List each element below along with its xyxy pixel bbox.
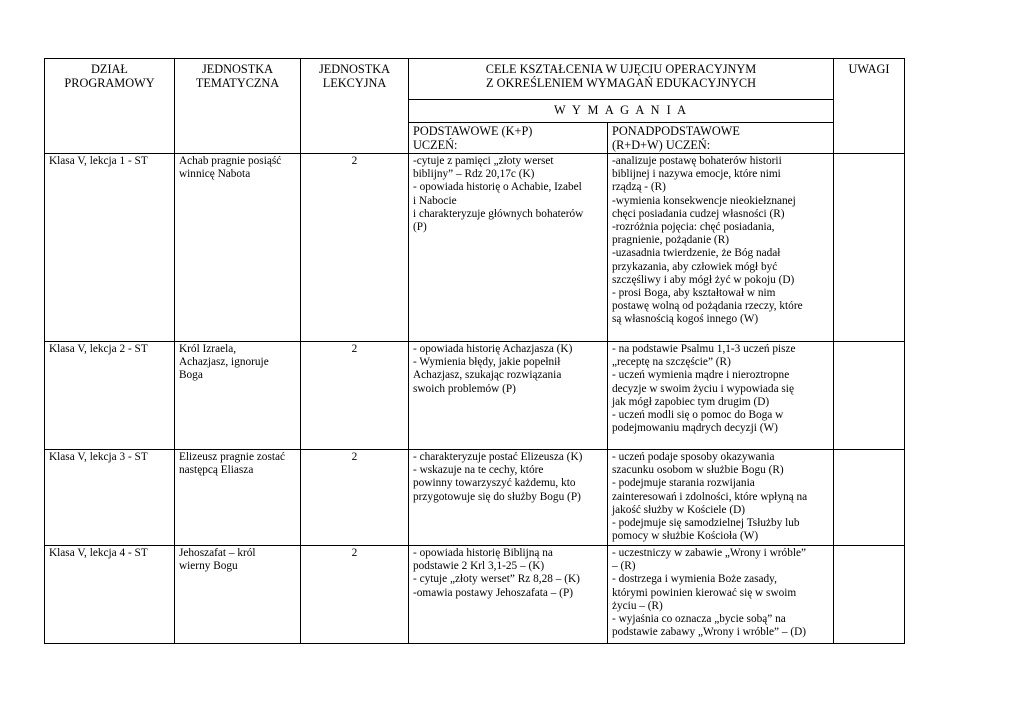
table-row: [45, 342, 905, 450]
header-cele: CELE KSZTAŁCENIA W UJĘCIU OPERACYJNYM Z OKREŚLENIEM WYMAGAŃ EDUKACYJNYCH: [409, 59, 834, 100]
cell-temat: Achab pragnie posiąść winnicę Nabota: [175, 154, 301, 342]
cell-dzial: Klasa V, lekcja 4 - ST: [45, 546, 175, 644]
curriculum-table: [44, 58, 905, 644]
cell-dzial: Klasa V, lekcja 2 - ST: [45, 342, 175, 450]
cell-dzial: Klasa V, lekcja 3 - ST: [45, 450, 175, 546]
header-podstawowe: PODSTAWOWE (K+P) UCZEŃ:: [409, 123, 608, 154]
cell-temat: Jehoszafat – król wierny Bogu: [175, 546, 301, 644]
cell-ponadpodstawowe: -analizuje postawę bohaterów historii biblijnej i nazywa emocje, które nimi rządzą - (R) -wymienia konsekwencje nieokiełznanej chęci posiadania cudzej własności (R) -rozróżnia pojęcia: chęć posiadania, pragnienie, pożądanie (R) -uzasadnia twierdzenie, że Bóg nadał przykazania, aby człowiek mógł być szczęśliwy i aby mógł żyć w pokoju (D) - prosi Boga, aby kształtował w nim postawę wolną od pożądania rzeczy, które są własnością kogoś innego (W): [608, 154, 834, 342]
header-row: [45, 59, 905, 100]
header-dzial: DZIAŁ PROGRAMOWY: [45, 59, 175, 154]
table-row: [45, 450, 905, 546]
header-jednostka-lekcyjna: JEDNOSTKA LEKCYJNA: [301, 59, 409, 154]
cell-uwagi: [834, 546, 905, 644]
table-row: [45, 546, 905, 644]
header-wymagania: W Y M A G A N I A: [409, 100, 834, 123]
header-ponadpodstawowe: PONADPODSTAWOWE (R+D+W) UCZEŃ:: [608, 123, 834, 154]
cell-lekcje: 2: [301, 342, 409, 450]
cell-podstawowe: -cytuje z pamięci „złoty werset biblijny” – Rdz 20,17c (K) - opowiada historię o Achabie, Izabel i Nabocie i charakteryzuje głównych bohaterów (P): [409, 154, 608, 342]
table-row: [45, 154, 905, 342]
cell-uwagi: [834, 154, 905, 342]
cell-lekcje: 2: [301, 450, 409, 546]
cell-podstawowe: - opowiada historię Biblijną na podstawie 2 Krl 3,1-25 – (K) - cytuje „złoty werset” Rz 8,28 – (K) -omawia postawy Jehoszafata – (P): [409, 546, 608, 644]
cell-lekcje: 2: [301, 546, 409, 644]
cell-dzial: Klasa V, lekcja 1 - ST: [45, 154, 175, 342]
cell-lekcje: 2: [301, 154, 409, 342]
cell-uwagi: [834, 450, 905, 546]
cell-uwagi: [834, 342, 905, 450]
cell-ponadpodstawowe: - na podstawie Psalmu 1,1-3 uczeń pisze „receptę na szczęście” (R) - uczeń wymienia mądre i nieroztropne decyzje w swoim życiu i wypowiada się jak mógł zapobiec tym drugim (D) - uczeń modli się o pomoc do Boga w podejmowaniu mądrych decyzji (W): [608, 342, 834, 450]
cell-temat: Król Izraela, Achazjasz, ignoruje Boga: [175, 342, 301, 450]
cell-temat: Elizeusz pragnie zostać następcą Eliasza: [175, 450, 301, 546]
cell-podstawowe: - opowiada historię Achazjasza (K) - Wymienia błędy, jakie popełnił Achazjasz, szukając rozwiązania swoich problemów (P): [409, 342, 608, 450]
cell-podstawowe: - charakteryzuje postać Elizeusza (K) - wskazuje na te cechy, które powinny towarzyszyć każdemu, kto przygotowuje się do służby Bogu (P): [409, 450, 608, 546]
header-jednostka-tematyczna: JEDNOSTKA TEMATYCZNA: [175, 59, 301, 154]
cell-ponadpodstawowe: - uczeń podaje sposoby okazywania szacunku osobom w służbie Bogu (R) - podejmuje starania rozwijania zainteresowań i zdolności, które wpłyną na jakość służby w Kościele (D) - podejmuje się samodzielnej Tsłużby lub pomocy w służbie Kościoła (W): [608, 450, 834, 546]
cell-ponadpodstawowe: - uczestniczy w zabawie „Wrony i wróble” – (R) - dostrzega i wymienia Boże zasady, którymi powinien kierować się w swoim życiu – (R) - wyjaśnia co oznacza „bycie sobą” na podstawie zabawy „Wrony i wróble” – (D): [608, 546, 834, 644]
header-uwagi: UWAGI: [834, 59, 905, 154]
